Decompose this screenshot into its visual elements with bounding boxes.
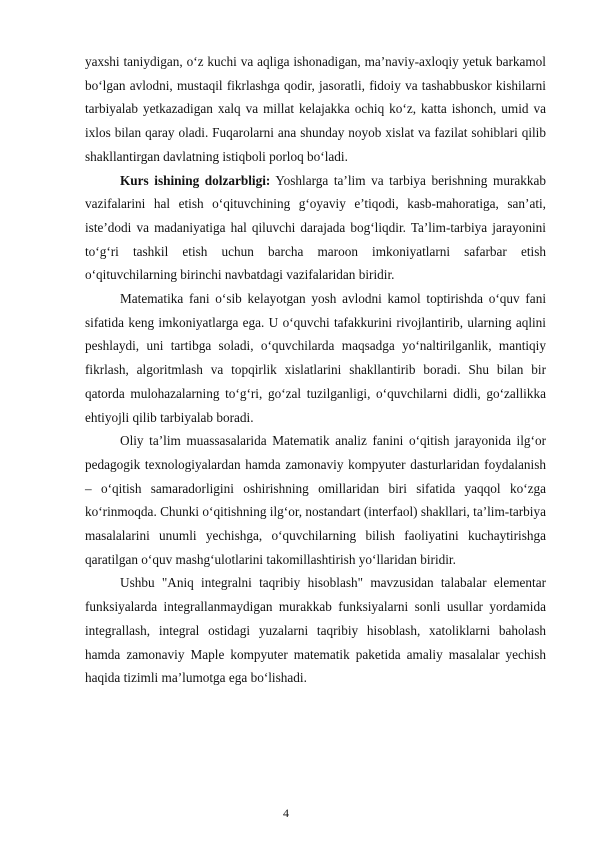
paragraph-text: Oliy ta’lim muassasalarida Matematik analiz fanini o‘qitish jarayonida ilg‘or pedagogik texnologiyalardan hamda zamonaviy kompyuter dasturlaridan foydalanish – o‘qitish samaradorligini oshirishning omillaridan biri sifatida yaqqol ko‘zga ko‘rinmoqda. Chunki o‘qitishning ilg‘or, nostandart (interfaol) shakllari, ta’lim-tarbiya masalalarini unumli yechishga, o‘quvchilarning bilish faoliyatini kuchaytirishga qaratilgan o‘quv mashg‘ulotlarini takomillashtirish yo‘llaridan biridir. xyxy=(85,433,546,567)
section-lead-heading: Kurs ishining dolzarbligi: xyxy=(120,172,271,188)
paragraph-text: Yoshlarga ta’lim va tarbiya berishning murakkab vazifalarini hal etish o‘qituvchining g‘oyaviy e’tiqodi, kasb-mahoratiga, san’ati, iste’dodi va madaniyatiga hal qiluvchi darajada bog‘liqdir. Ta’lim-tarbiya jarayonini to‘g‘ri tashkil etish uchun barcha maroon imkoniyatlarni safarbar etish o‘qituvchilarning birinchi navbatdagi vazifalaridan biridir. xyxy=(85,172,546,283)
paragraph-intro-continuation xyxy=(85,50,546,169)
paragraph-text: Matematika fani o‘sib kelayotgan yosh avlodni kamol toptirishda o‘quv fani sifatida keng imkoniyatlarga ega. U o‘quvchi tafakkurini rivojlantirib, ularning aqlini peshlaydi, uni tartibga soladi, o‘quvchilarda maqsadga yo‘naltirilganlik, mantiqiy fikrlash, algoritmlash va topqirlik xislatlarini shakllantirib boradi. Shu bilan bir qatorda mulohazalarning to‘g‘ri, go‘zal tuzilganligi, o‘quvchilarni didli, go‘zallikka ehtiyojli qilib tarbiyalab boradi. xyxy=(85,291,546,425)
paragraph-text: yaxshi taniydigan, o‘z kuchi va aqliga ishonadigan, ma’naviy-axloqiy yetuk barkamol bo‘lgan avlodni, mustaqil fikrlashga qodir, jasoratli, fidoiy va tashabbuskor kishilarni tarbiyalab yetkazadigan xalq va millat kelajakka ochiq ko‘z, katta ishonch, umid va ixlos bilan qaray oladi. Fuqarolarni ana shunday noyob xislat va fazilat sohiblari qilib shakllantirgan davlatning istiqboli porloq bo‘ladi. xyxy=(85,54,546,164)
paragraph-topic-summary xyxy=(85,571,546,690)
page-number: 4 xyxy=(283,806,289,820)
paragraph-relevance xyxy=(85,169,546,288)
paragraph-higher-education xyxy=(85,429,546,571)
paragraph-text: Ushbu "Aniq integralni taqribiy hisoblash" mavzusidan talabalar elementar funksiyalarda integrallanmaydigan murakkab funksiyalarni sonli usullar yordamida integrallash, integral ostidagi yuzalarni taqribiy hisoblash, xatoliklarni baholash hamda zamonaviy Maple kompyuter matematik paketida amaliy masalalar yechish haqida tizimli ma’lumotga ega bo‘lishadi. xyxy=(85,575,546,686)
paragraph-mathematics xyxy=(85,287,546,429)
document-body xyxy=(85,50,546,690)
